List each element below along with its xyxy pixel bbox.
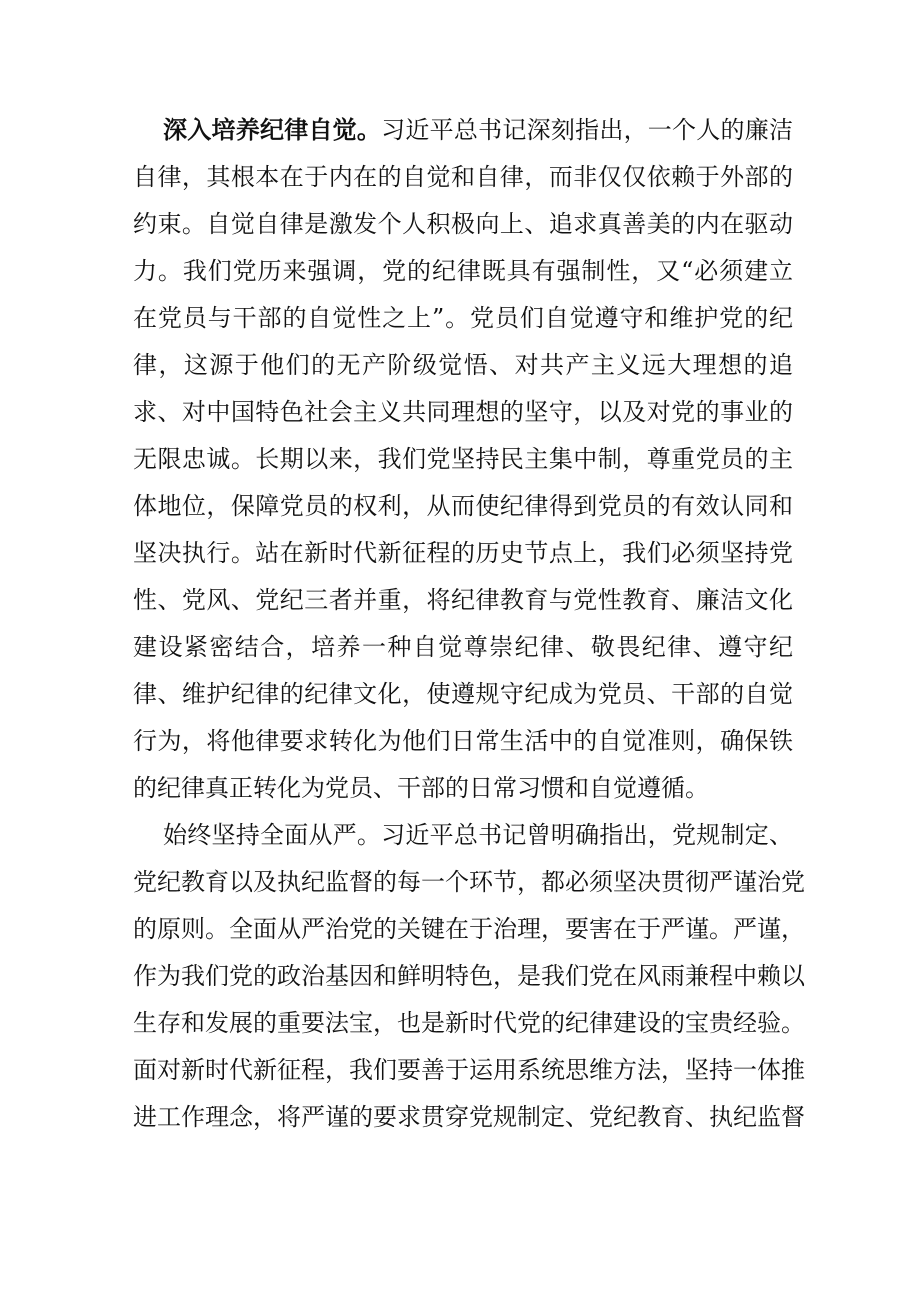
paragraph-1-line-1 (163, 108, 793, 152)
paragraph-2-line-5: 生存和发展的重要法宝，也是新时代党的纪律建设的宝贵经验。 (133, 1009, 805, 1037)
paragraph-1-line-10: 坚决执行。站在新时代新征程的历史节点上，我们必须坚持党 (133, 539, 793, 567)
paragraph-2-line-6: 面对新时代新征程，我们要善于运用系统思维方法，坚持一体推 (133, 1056, 805, 1084)
paragraph-1-line-1-text: 习近平总书记深刻指出，一个人的廉洁 (381, 116, 794, 144)
paragraph-1-line-4: 力。我们党历来强调，党的纪律既具有强制性，又“必须建立 (133, 257, 793, 285)
paragraph-1-line-8: 无限忠诚。长期以来，我们党坚持民主集中制，尊重党员的主 (133, 445, 793, 473)
paragraph-1-line-9: 体地位，保障党员的权利，从而使纪律得到党员的有效认同和 (133, 492, 793, 520)
paragraph-1-line-14: 行为，将他律要求转化为他们日常生活中的自觉准则，确保铁 (133, 727, 793, 755)
paragraph-1-line-11: 性、党风、党纪三者并重，将纪律教育与党性教育、廉洁文化 (133, 586, 793, 614)
paragraph-1-line-2: 自律，其根本在于内在的自觉和自律，而非仅仅依赖于外部的 (133, 163, 793, 191)
paragraph-2-line-4: 作为我们党的政治基因和鲜明特色，是我们党在风雨兼程中赖以 (133, 962, 805, 990)
paragraph-1-line-5: 在党员与干部的自觉性之上”。党员们自觉遵守和维护党的纪 (133, 304, 793, 332)
paragraph-1-line-6: 律，这源于他们的无产阶级觉悟、对共产主义远大理想的追 (133, 351, 793, 379)
paragraph-2-line-1: 始终坚持全面从严。习近平总书记曾明确指出，党规制定、 (163, 821, 793, 849)
paragraph-2-line-2: 党纪教育以及执纪监督的每一个环节，都必须坚决贯彻严谨治党 (133, 868, 805, 896)
paragraph-2-line-3: 的原则。全面从严治党的关键在于治理，要害在于严谨。严谨， (133, 915, 805, 943)
paragraph-2-line-7: 进工作理念，将严谨的要求贯穿党规制定、党纪教育、执纪监督 (133, 1103, 805, 1131)
paragraph-1-line-15: 的纪律真正转化为党员、干部的日常习惯和自觉遵循。 (133, 774, 709, 802)
paragraph-1-line-3: 约束。自觉自律是激发个人积极向上、追求真善美的内在驱动 (133, 210, 793, 238)
paragraph-1-line-12: 建设紧密结合，培养一种自觉尊崇纪律、敬畏纪律、遵守纪 (133, 633, 793, 661)
paragraph-1-line-13: 律、维护纪律的纪律文化，使遵规守纪成为党员、干部的自觉 (133, 680, 793, 708)
paragraph-1-lead-heading: 深入培养纪律自觉。 (163, 116, 382, 144)
paragraph-1-line-7: 求、对中国特色社会主义共同理想的坚守，以及对党的事业的 (133, 398, 793, 426)
